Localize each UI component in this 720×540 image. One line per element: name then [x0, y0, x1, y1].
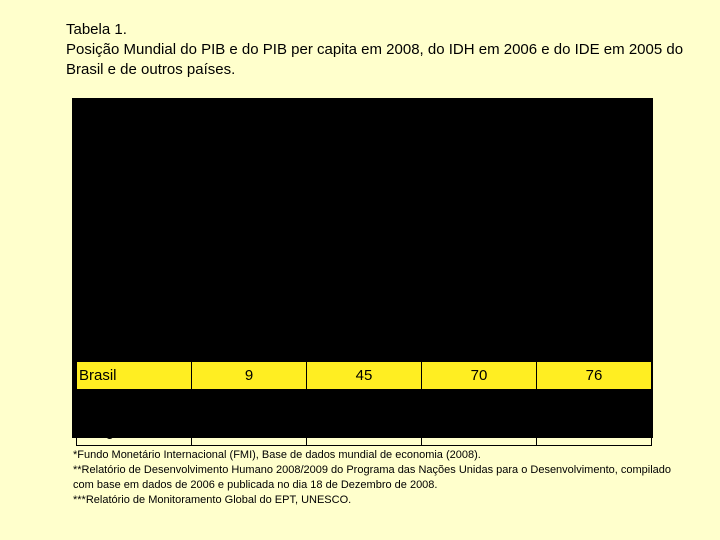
- ide-cell: 25: [537, 222, 652, 250]
- ide-cell: 2: [537, 278, 652, 306]
- table-row: [77, 194, 652, 222]
- footnotes: [73, 448, 683, 508]
- table-row: [77, 334, 652, 362]
- header-idh: Posição no IDH (2006)**: [422, 99, 537, 194]
- ranking-table: [76, 98, 652, 446]
- ide-cell: 11: [537, 250, 652, 278]
- pib-cell: 15: [192, 334, 307, 362]
- table-row: [77, 278, 652, 306]
- country-cell: Irã: [77, 334, 192, 362]
- pib-per-capita-cell: 26: [307, 306, 422, 334]
- header-country: País: [77, 99, 192, 194]
- pib-cell: 6: [192, 278, 307, 306]
- pib-per-capita-cell: 45: [307, 362, 422, 390]
- country-cell: Espanha: [77, 306, 192, 334]
- idh-cell: 16: [422, 306, 537, 334]
- pib-cell: 4: [192, 390, 307, 418]
- idh-cell: 12: [422, 250, 537, 278]
- caption-description: Posição Mundial do PIB e do PIB per capita em 2008, do IDH em 2006 e do IDE em 2005 do Brasil e de outros países.: [66, 41, 684, 78]
- caption-title: Tabela 1.: [66, 21, 127, 38]
- pib-per-capita-cell: 13: [307, 278, 422, 306]
- idh-cell: 21: [422, 278, 537, 306]
- ide-cell: 18: [537, 306, 652, 334]
- idh-cell: 84: [422, 334, 537, 362]
- header-pib: Posição no PIB (2008)*: [192, 99, 307, 194]
- pib-per-capita-cell: 2: [307, 194, 422, 222]
- pib-per-capita-cell: 125: [307, 390, 422, 418]
- table-row: [77, 418, 652, 446]
- country-cell: Inglaterra: [77, 278, 192, 306]
- pib-cell: 41: [192, 194, 307, 222]
- header-ide: Posição no IDE (2005)***: [537, 99, 652, 194]
- ide-cell: 107: [537, 418, 652, 446]
- table-caption: [66, 20, 696, 80]
- table-row: [77, 390, 652, 418]
- country-cell: Finlândia: [77, 250, 192, 278]
- idh-cell: 5: [422, 222, 537, 250]
- table-row-highlighted: [77, 362, 652, 390]
- pib-cell: 53: [192, 250, 307, 278]
- ide-cell: 105: [537, 390, 652, 418]
- idh-cell: 70: [422, 362, 537, 390]
- table-row: [77, 250, 652, 278]
- table-row: [77, 306, 652, 334]
- country-cell: Noruega: [77, 194, 192, 222]
- table-header-row: [77, 99, 652, 194]
- idh-cell: 2: [422, 194, 537, 222]
- idh-cell: 147: [422, 418, 537, 446]
- footnote-unesco: ***Relatório de Monitoramento Global do EPT, UNESCO.: [73, 494, 352, 506]
- country-cell: Brasil: [77, 362, 192, 390]
- ide-cell: 76: [537, 362, 652, 390]
- pib-cell: 9: [192, 362, 307, 390]
- country-cell: Irlanda: [77, 222, 192, 250]
- footnote-fmi: *Fundo Monetário Internacional (FMI), Base de dados mundial de economia (2008).: [73, 449, 481, 461]
- table-row: [77, 222, 652, 250]
- pib-per-capita-cell: 11: [307, 250, 422, 278]
- country-cell: Bangladesh: [77, 418, 192, 446]
- pib-per-capita-cell: 86: [307, 334, 422, 362]
- pib-cell: 49: [192, 418, 307, 446]
- pib-cell: 11: [192, 306, 307, 334]
- ide-cell: 90: [537, 334, 652, 362]
- footnote-pnud: **Relatório de Desenvolvimento Humano 2008/2009 do Programa das Nações Unidas para o Desenvolvimento, compilado com base em dados de 2006 e publicada no dia 18 de Dezembro de 2008.: [73, 464, 672, 491]
- pib-cell: 52: [192, 222, 307, 250]
- country-cell: Índia: [77, 390, 192, 418]
- pib-per-capita-cell: 5: [307, 222, 422, 250]
- pib-per-capita-cell: 158: [307, 418, 422, 446]
- idh-cell: 132: [422, 390, 537, 418]
- ide-cell: 1: [537, 194, 652, 222]
- header-pib-per-capita: Posição no PIB per capita (2008)*: [307, 99, 422, 194]
